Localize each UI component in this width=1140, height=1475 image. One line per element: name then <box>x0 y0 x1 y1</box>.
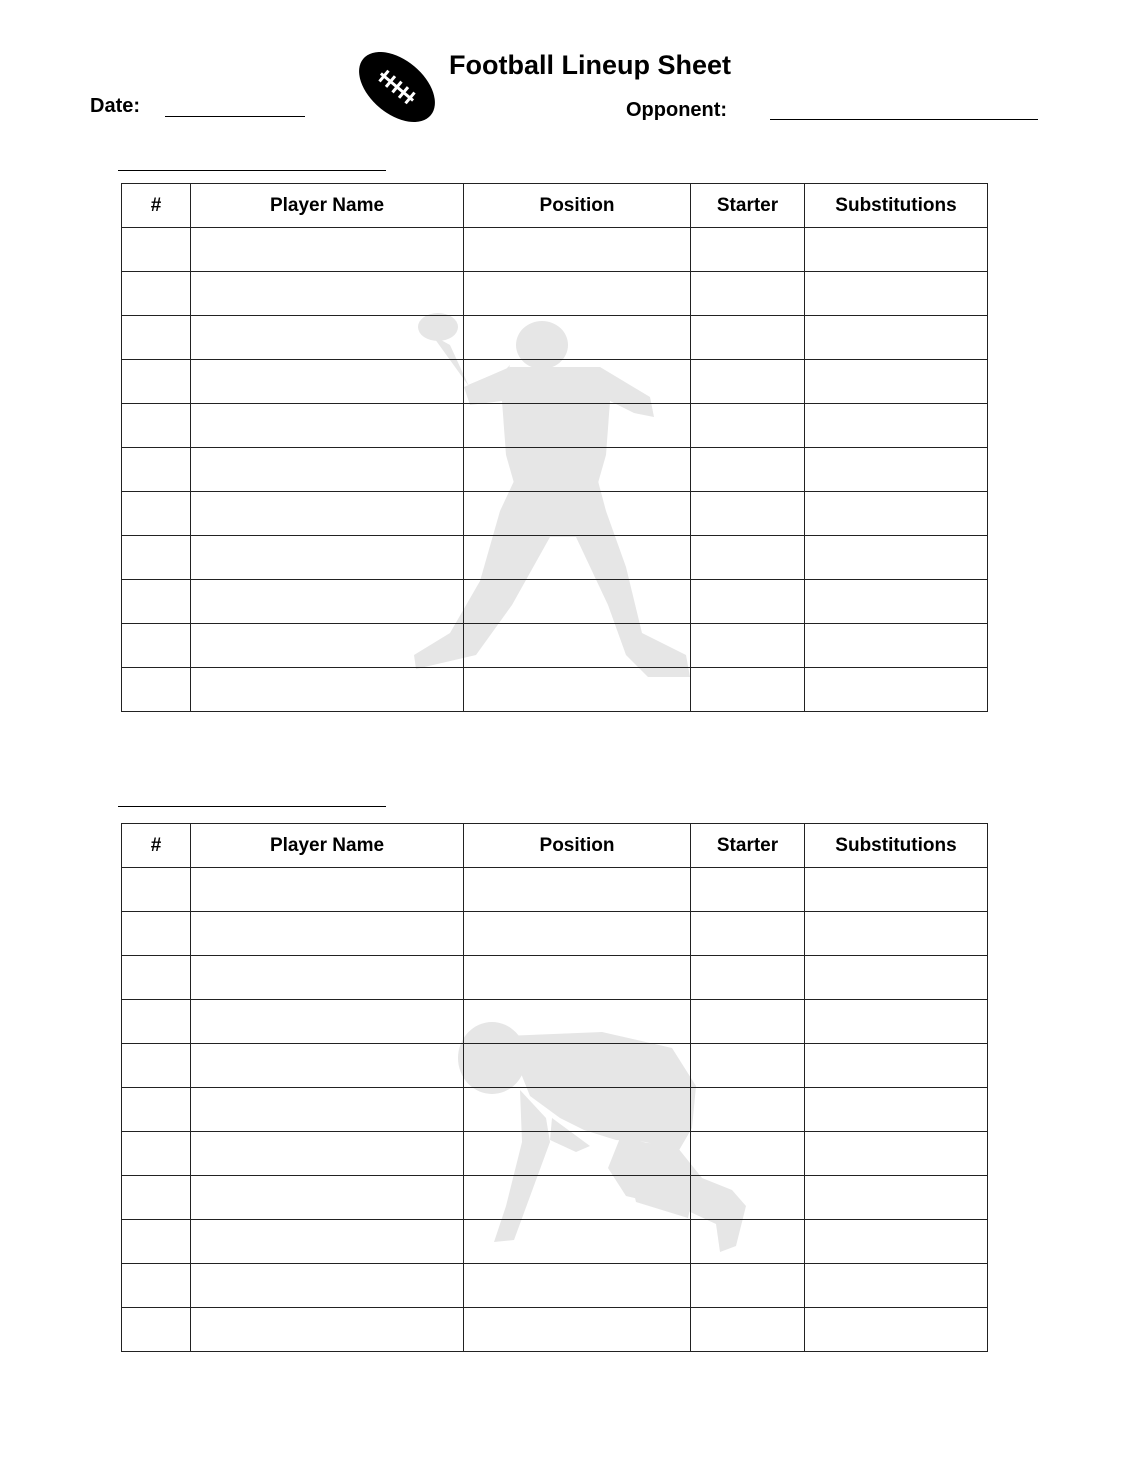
starter-cell[interactable] <box>691 492 805 536</box>
table-row <box>122 912 988 956</box>
starter-cell[interactable] <box>691 228 805 272</box>
table-row <box>122 956 988 1000</box>
player-name-cell[interactable] <box>191 1220 464 1264</box>
starter-cell[interactable] <box>691 272 805 316</box>
player-name-cell[interactable] <box>191 1308 464 1352</box>
substitutions-cell[interactable] <box>805 912 988 956</box>
page-title: Football Lineup Sheet <box>449 50 731 80</box>
lineup-table-2 <box>121 823 988 1352</box>
substitutions-cell[interactable] <box>805 668 988 712</box>
number-cell[interactable] <box>122 404 191 448</box>
position-cell[interactable] <box>464 1044 691 1088</box>
table-row <box>122 404 988 448</box>
position-cell[interactable] <box>464 580 691 624</box>
player-name-cell[interactable] <box>191 624 464 668</box>
table-row <box>122 448 988 492</box>
col-header-position: Position <box>464 184 691 228</box>
substitutions-cell[interactable] <box>805 1308 988 1352</box>
number-cell[interactable] <box>122 228 191 272</box>
substitutions-cell[interactable] <box>805 956 988 1000</box>
number-cell[interactable] <box>122 956 191 1000</box>
starter-cell[interactable] <box>691 912 805 956</box>
table-row <box>122 624 988 668</box>
position-cell[interactable] <box>464 624 691 668</box>
substitutions-cell[interactable] <box>805 1264 988 1308</box>
position-cell[interactable] <box>464 536 691 580</box>
number-cell[interactable] <box>122 668 191 712</box>
starter-cell[interactable] <box>691 1176 805 1220</box>
starter-cell[interactable] <box>691 1220 805 1264</box>
substitutions-cell[interactable] <box>805 1132 988 1176</box>
table-row <box>122 868 988 912</box>
number-cell[interactable] <box>122 1132 191 1176</box>
position-cell[interactable] <box>464 492 691 536</box>
position-cell[interactable] <box>464 1176 691 1220</box>
position-cell[interactable] <box>464 404 691 448</box>
player-name-cell[interactable] <box>191 492 464 536</box>
player-name-cell[interactable] <box>191 1044 464 1088</box>
number-cell[interactable] <box>122 912 191 956</box>
starter-cell[interactable] <box>691 316 805 360</box>
table-row <box>122 1088 988 1132</box>
col-header-position: Position <box>464 824 691 868</box>
player-name-cell[interactable] <box>191 448 464 492</box>
col-header-starter: Starter <box>691 184 805 228</box>
table-row <box>122 1220 988 1264</box>
number-cell[interactable] <box>122 868 191 912</box>
player-name-cell[interactable] <box>191 668 464 712</box>
col-header-substitutions: Substitutions <box>805 184 988 228</box>
table-row <box>122 316 988 360</box>
number-cell[interactable] <box>122 1176 191 1220</box>
player-name-cell[interactable] <box>191 272 464 316</box>
table-row <box>122 1308 988 1352</box>
number-cell[interactable] <box>122 272 191 316</box>
starter-cell[interactable] <box>691 536 805 580</box>
substitutions-cell[interactable] <box>805 404 988 448</box>
substitutions-cell[interactable] <box>805 624 988 668</box>
col-header-player-name: Player Name <box>191 824 464 868</box>
player-name-cell[interactable] <box>191 1088 464 1132</box>
number-cell[interactable] <box>122 448 191 492</box>
number-cell[interactable] <box>122 536 191 580</box>
col-header-substitutions: Substitutions <box>805 824 988 868</box>
player-name-cell[interactable] <box>191 228 464 272</box>
table-row <box>122 1176 988 1220</box>
starter-cell[interactable] <box>691 624 805 668</box>
position-cell[interactable] <box>464 1000 691 1044</box>
position-cell[interactable] <box>464 228 691 272</box>
opponent-label: Opponent: <box>626 99 728 121</box>
substitutions-cell[interactable] <box>805 448 988 492</box>
table-row <box>122 536 988 580</box>
starter-cell[interactable] <box>691 1308 805 1352</box>
position-cell[interactable] <box>464 448 691 492</box>
group-name-field-2[interactable] <box>118 806 386 807</box>
starter-cell[interactable] <box>691 580 805 624</box>
player-name-cell[interactable] <box>191 1264 464 1308</box>
date-field[interactable] <box>165 116 305 117</box>
substitutions-cell[interactable] <box>805 228 988 272</box>
starter-cell[interactable] <box>691 668 805 712</box>
col-header-number: # <box>122 824 191 868</box>
starter-cell[interactable] <box>691 1000 805 1044</box>
table-row <box>122 272 988 316</box>
substitutions-cell[interactable] <box>805 316 988 360</box>
table-row <box>122 1132 988 1176</box>
substitutions-cell[interactable] <box>805 492 988 536</box>
table-header-row <box>122 824 988 868</box>
starter-cell[interactable] <box>691 956 805 1000</box>
player-name-cell[interactable] <box>191 360 464 404</box>
col-header-starter: Starter <box>691 824 805 868</box>
substitutions-cell[interactable] <box>805 536 988 580</box>
player-name-cell[interactable] <box>191 536 464 580</box>
starter-cell[interactable] <box>691 1132 805 1176</box>
player-name-cell[interactable] <box>191 316 464 360</box>
table-row <box>122 1264 988 1308</box>
col-header-number: # <box>122 184 191 228</box>
player-name-cell[interactable] <box>191 1176 464 1220</box>
opponent-field[interactable] <box>770 119 1038 120</box>
starter-cell[interactable] <box>691 1044 805 1088</box>
football-icon <box>352 42 442 132</box>
starter-cell[interactable] <box>691 448 805 492</box>
col-header-player-name: Player Name <box>191 184 464 228</box>
table-row <box>122 228 988 272</box>
player-name-cell[interactable] <box>191 912 464 956</box>
table-row <box>122 1000 988 1044</box>
starter-cell[interactable] <box>691 868 805 912</box>
substitutions-cell[interactable] <box>805 272 988 316</box>
number-cell[interactable] <box>122 1044 191 1088</box>
number-cell[interactable] <box>122 360 191 404</box>
table-row <box>122 668 988 712</box>
player-name-cell[interactable] <box>191 1132 464 1176</box>
number-cell[interactable] <box>122 1000 191 1044</box>
number-cell[interactable] <box>122 1220 191 1264</box>
lineup-table-1 <box>121 183 988 712</box>
position-cell[interactable] <box>464 1220 691 1264</box>
table-row <box>122 1044 988 1088</box>
substitutions-cell[interactable] <box>805 1000 988 1044</box>
number-cell[interactable] <box>122 1088 191 1132</box>
number-cell[interactable] <box>122 1264 191 1308</box>
player-name-cell[interactable] <box>191 868 464 912</box>
number-cell[interactable] <box>122 492 191 536</box>
position-cell[interactable] <box>464 868 691 912</box>
player-name-cell[interactable] <box>191 404 464 448</box>
position-cell[interactable] <box>464 1264 691 1308</box>
substitutions-cell[interactable] <box>805 868 988 912</box>
player-name-cell[interactable] <box>191 580 464 624</box>
number-cell[interactable] <box>122 624 191 668</box>
position-cell[interactable] <box>464 956 691 1000</box>
date-label: Date: <box>90 95 141 117</box>
player-name-cell[interactable] <box>191 956 464 1000</box>
position-cell[interactable] <box>464 1308 691 1352</box>
position-cell[interactable] <box>464 668 691 712</box>
position-cell[interactable] <box>464 912 691 956</box>
starter-cell[interactable] <box>691 1088 805 1132</box>
position-cell[interactable] <box>464 272 691 316</box>
table-row <box>122 492 988 536</box>
table-header-row <box>122 184 988 228</box>
group-name-field-1[interactable] <box>118 170 386 171</box>
table-row <box>122 360 988 404</box>
substitutions-cell[interactable] <box>805 1220 988 1264</box>
number-cell[interactable] <box>122 316 191 360</box>
position-cell[interactable] <box>464 1088 691 1132</box>
player-name-cell[interactable] <box>191 1000 464 1044</box>
position-cell[interactable] <box>464 316 691 360</box>
starter-cell[interactable] <box>691 404 805 448</box>
substitutions-cell[interactable] <box>805 1176 988 1220</box>
starter-cell[interactable] <box>691 1264 805 1308</box>
starter-cell[interactable] <box>691 360 805 404</box>
table-row <box>122 580 988 624</box>
substitutions-cell[interactable] <box>805 580 988 624</box>
number-cell[interactable] <box>122 1308 191 1352</box>
substitutions-cell[interactable] <box>805 1044 988 1088</box>
substitutions-cell[interactable] <box>805 1088 988 1132</box>
number-cell[interactable] <box>122 580 191 624</box>
position-cell[interactable] <box>464 360 691 404</box>
position-cell[interactable] <box>464 1132 691 1176</box>
substitutions-cell[interactable] <box>805 360 988 404</box>
